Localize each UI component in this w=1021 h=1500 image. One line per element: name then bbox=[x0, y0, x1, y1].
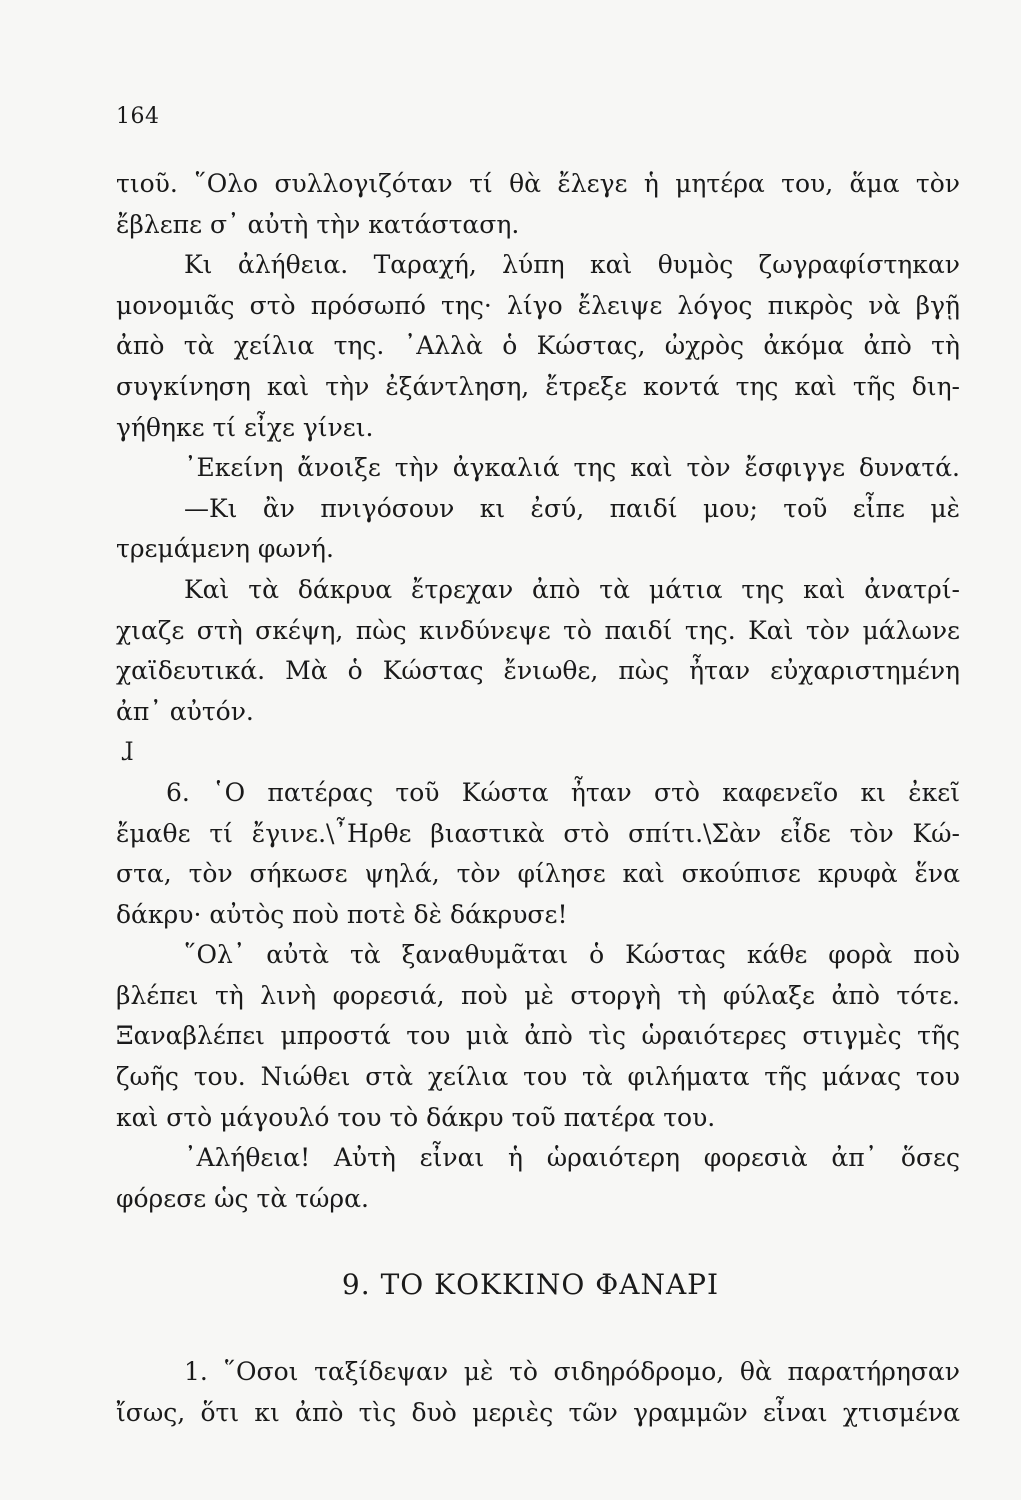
text-line: βλέπει τὴ λινὴ φορεσιά, ποὺ μὲ στοργὴ τὴ φύλαξε ἀπὸ τότε. bbox=[116, 980, 960, 1010]
text-line: στα, τὸν σήκωσε ψηλά, τὸν φίλησε καὶ σκούπισε κρυφὰ ἕνα bbox=[116, 859, 960, 889]
text-line: Καὶ τὰ δάκρυα ἔτρεχαν ἀπὸ τὰ μάτια της καὶ ἀνατρί- bbox=[184, 574, 960, 604]
margin-mark: ɺ bbox=[121, 738, 134, 767]
text-line: ζωῆς του. Νιώθει στὰ χείλια του τὰ φιλήματα τῆς μάνας του bbox=[116, 1062, 960, 1092]
text-block-section bbox=[116, 1352, 960, 1433]
text-line: μονομιᾶς στὸ πρόσωπό της· λίγο ἔλειψε λόγος πικρὸς νὰ βγῇ bbox=[116, 290, 960, 320]
text-line: ἔμαθε τί ἔγινε.\῏Ηρθε βιαστικὰ στὸ σπίτι.\Σὰν εἶδε τὸν Κώ- bbox=[116, 818, 960, 848]
text-line: 1. ῞Οσοι ταξίδεψαν μὲ τὸ σιδηρόδρομο, θὰ παρατήρησαν bbox=[184, 1357, 960, 1386]
text-line: δάκρυ· αὐτὸς ποὺ ποτὲ δὲ δάκρυσε! bbox=[116, 899, 568, 929]
text-line: ᾿Αλήθεια! Αὐτὴ εἶναι ἡ ὡραιότερη φορεσιὰ ἀπ᾿ ὅσες bbox=[184, 1143, 960, 1173]
page-number: 164 bbox=[116, 104, 160, 129]
text-line: ῞Ολ᾿ αὐτὰ τὰ ξαναθυμᾶται ὁ Κώστας κάθε φορὰ ποὺ bbox=[184, 940, 960, 970]
text-line: τιοῦ. ῞Ολο συλλογιζόταν τί θὰ ἔλεγε ἡ μητέρα του, ἅμα τὸν bbox=[116, 169, 960, 198]
text-line: ἴσως, ὅτι κι ἀπὸ τὶς δυὸ μεριὲς τῶν γραμμῶν εἶναι χτισμένα bbox=[116, 1397, 960, 1427]
text-line: φόρεσε ὡς τὰ τώρα. bbox=[116, 1183, 369, 1213]
text-line: 6. ῾Ο πατέρας τοῦ Κώστα ἦταν στὸ καφενεῖο κι ἐκεῖ bbox=[166, 777, 960, 807]
text-line: ἔβλεπε σ᾿ αὐτὴ τὴν κατάσταση. bbox=[116, 209, 520, 239]
text-line: ᾿Εκείνη ἄνοιξε τὴν ἀγκαλιά της καὶ τὸν ἔσφιγγε δυνατά. bbox=[184, 453, 960, 483]
text-line: τρεμάμενη φωνή. bbox=[116, 534, 334, 564]
section-number: 9. bbox=[341, 1268, 371, 1301]
text-line: ἀπ᾿ αὐτόν. bbox=[116, 696, 254, 726]
text-line: Ξαναβλέπει μπροστά του μιὰ ἀπὸ τὶς ὡραιότερες στιγμὲς τῆς bbox=[116, 1021, 960, 1051]
text-line: —Κι ἂν πνιγόσουν κι ἐσύ, παιδί μου; τοῦ εἶπε μὲ bbox=[184, 493, 960, 523]
text-line: ἀπὸ τὰ χείλια της. ᾿Αλλὰ ὁ Κώστας, ὠχρὸς ἀκόμα ἀπὸ τὴ bbox=[116, 331, 960, 361]
text-line: καὶ στὸ μάγουλό του τὸ δάκρυ τοῦ πατέρα του. bbox=[116, 1102, 716, 1132]
text-line: χιαζε στὴ σκέψη, πὼς κινδύνεψε τὸ παιδί της. Καὶ τὸν μάλωνε bbox=[116, 615, 960, 645]
text-line: Κι ἀλήθεια. Ταραχή, λύπη καὶ θυμὸς ζωγραφίστηκαν bbox=[184, 250, 960, 280]
text-line: γήθηκε τί εἶχε γίνει. bbox=[116, 412, 374, 442]
section-heading bbox=[0, 1268, 1021, 1301]
text-line: συγκίνηση καὶ τὴν ἐξάντληση, ἔτρεξε κοντά της καὶ τῆς διη- bbox=[116, 371, 960, 401]
text-line: χαϊδευτικά. Μὰ ὁ Κώστας ἔνιωθε, πὼς ἦταν εὐχαριστημένη bbox=[116, 656, 960, 686]
text-block-top bbox=[116, 164, 960, 1219]
section-title: ΤΟ ΚΟΚΚΙΝΟ ΦΑΝΑΡΙ bbox=[380, 1268, 720, 1301]
